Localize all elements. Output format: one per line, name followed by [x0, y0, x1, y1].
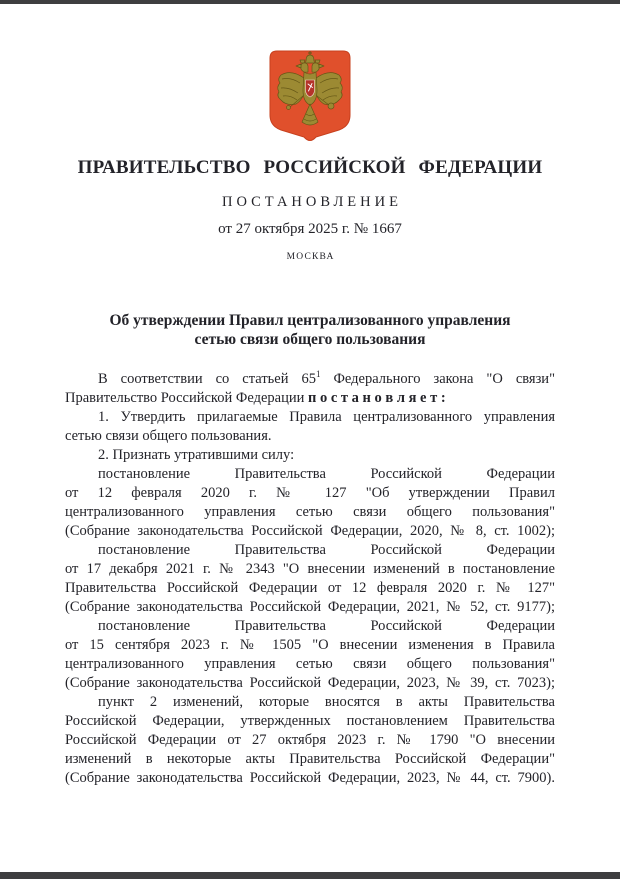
text-line: изменений в некоторые акты Правительства Российской Федерации"	[65, 751, 555, 767]
text-line: (Собрание законодательства Российской Федерации, 2021, № 52, ст. 9177);	[65, 599, 555, 615]
text-line: (Собрание законодательства Российской Федерации, 2023, № 39, ст. 7023);	[65, 675, 555, 691]
text-line: централизованного управления сетью связи общего пользования"	[65, 656, 555, 672]
intro-text-after-sup: Федерального закона "О связи"	[320, 371, 555, 387]
decree-title	[0, 311, 620, 349]
text-line	[65, 370, 555, 389]
decree-date-number: от 27 октября 2025 г. № 1667	[218, 221, 402, 237]
text-line: Российской Федерации, утвержденных постановлением Правительства	[65, 713, 555, 729]
repealed-act-4-paragraph	[65, 693, 555, 788]
footnote-superscript: 1	[315, 369, 321, 379]
city-label: МОСКВА	[286, 252, 335, 262]
intro-text: Правительство Российской Федерации	[65, 390, 308, 406]
intro-text-before-sup: В соответствии со статьей 65	[98, 371, 316, 387]
text-line: от 12 февраля 2020 г. № 127 "Об утверждении Правил	[65, 485, 555, 501]
decree-type-label: ПОСТАНОВЛЕНИЕ	[222, 194, 402, 210]
point-2-paragraph	[65, 446, 555, 465]
repealed-act-1-paragraph	[65, 465, 555, 541]
text-line: постановление Правительства Российской Федерации	[98, 466, 555, 482]
intro-paragraph	[65, 370, 555, 408]
bottom-frame-line	[0, 872, 620, 879]
repealed-act-2-paragraph	[65, 541, 555, 617]
text-line: постановление Правительства Российской Федерации	[98, 542, 555, 558]
russia-coat-of-arms-icon	[269, 50, 351, 142]
text-line: сетью связи общего пользования.	[65, 428, 272, 444]
resolves-emphasis: п о с т а н о в л я е т :	[307, 390, 446, 406]
text-line: 1. Утвердить прилагаемые Правила централизованного управления	[98, 409, 555, 425]
top-frame-line	[0, 0, 620, 4]
text-line: постановление Правительства Российской Федерации	[98, 618, 555, 634]
government-header: ПРАВИТЕЛЬСТВО РОССИЙСКОЙ ФЕДЕРАЦИИ	[77, 157, 543, 178]
text-line: 2. Признать утратившими силу:	[98, 447, 295, 463]
text-line: централизованного управления сетью связи общего пользования"	[65, 504, 555, 520]
text-line: пункт 2 изменений, которые вносятся в акты Правительства	[98, 694, 555, 710]
decree-body	[65, 370, 555, 788]
text-line: от 15 сентября 2023 г. № 1505 "О внесении изменения в Правила	[65, 637, 555, 653]
text-line: (Собрание законодательства Российской Федерации, 2023, № 44, ст. 7900).	[65, 770, 555, 786]
text-line: Российской Федерации от 27 октября 2023 г. № 1790 "О внесении	[65, 732, 555, 748]
repealed-act-3-paragraph	[65, 617, 555, 693]
decree-title-line-1: Об утверждении Правил централизованного управления	[109, 312, 511, 329]
text-line: Правительства Российской Федерации от 12 февраля 2020 г. № 127"	[65, 580, 555, 596]
text-line	[65, 389, 555, 408]
text-line: от 17 декабря 2021 г. № 2343 "О внесении изменений в постановление	[65, 561, 555, 577]
text-line: (Собрание законодательства Российской Федерации, 2020, № 8, ст. 1002);	[65, 523, 555, 539]
point-1-paragraph	[65, 408, 555, 446]
decree-title-line-2: сетью связи общего пользования	[194, 331, 426, 348]
